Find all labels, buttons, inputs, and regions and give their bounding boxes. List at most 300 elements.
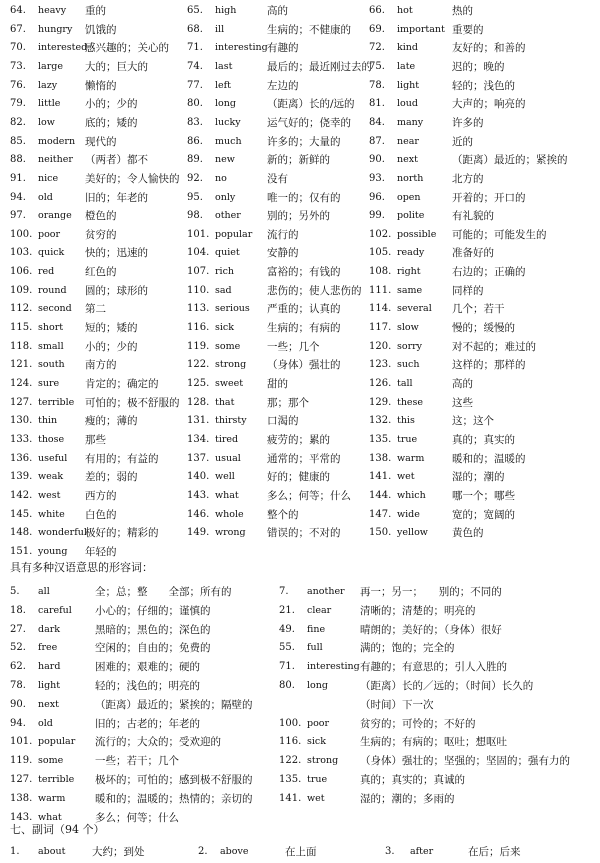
- entry-meaning: 这；这个: [452, 415, 494, 428]
- entry-meaning: 整个的: [267, 508, 299, 521]
- entry-number: 78.: [10, 680, 26, 691]
- entry-number: 121.: [10, 359, 33, 371]
- entry-meaning: 北方的: [452, 172, 484, 185]
- entry-meaning: 热的: [452, 5, 473, 17]
- entry-word: red: [38, 266, 55, 278]
- entry-word: other: [215, 210, 241, 222]
- vocab-row: [0, 677, 600, 695]
- entry-meaning: 南方的: [85, 359, 117, 372]
- entry-word: what: [38, 811, 62, 823]
- entry-meaning: （距离）最近的；紧挨的: [452, 154, 568, 167]
- entry-number: 93.: [369, 172, 385, 184]
- vocab-row: [0, 133, 600, 151]
- entry-number: 138.: [369, 452, 392, 464]
- vocab-row: [0, 431, 600, 449]
- vocab-row: [0, 319, 600, 337]
- entry-number: 99.: [369, 210, 385, 222]
- entry-number: 18.: [10, 604, 26, 616]
- entry-number: 5.: [10, 586, 20, 597]
- vocab-row: [0, 639, 600, 657]
- entry-word: kind: [397, 42, 418, 54]
- entry-meaning: 小的；少的: [85, 340, 138, 353]
- vocab-row: [0, 151, 600, 169]
- entry-word: next: [397, 154, 418, 166]
- entry-number: 116.: [187, 322, 210, 334]
- vocab-row: [0, 524, 600, 542]
- entry-word: poor: [38, 228, 61, 240]
- entry-word: north: [397, 172, 424, 184]
- entry-number: 74.: [187, 60, 203, 72]
- entry-meaning: 大声的；响亮的: [452, 98, 526, 111]
- entry-meaning: （时间）下一次: [360, 698, 434, 711]
- entry-number: 117.: [369, 322, 392, 334]
- entry-word: all: [38, 586, 50, 597]
- entry-meaning: 黄色的: [452, 527, 484, 540]
- vocab-row: [0, 375, 600, 393]
- entry-meaning: 空闲的；自由的；免费的: [95, 642, 211, 655]
- entry-meaning: 暖和的；温暖的: [452, 452, 526, 465]
- vocab-row: [0, 356, 600, 374]
- entry-number: 75.: [369, 60, 385, 72]
- entry-word: low: [38, 116, 55, 128]
- entry-word: lazy: [38, 79, 58, 91]
- entry-meaning: 第二: [85, 303, 106, 316]
- entry-meaning: 最后的；最近刚过去的: [267, 60, 372, 73]
- entry-meaning: 一些；几个: [267, 340, 320, 353]
- entry-word: wet: [397, 471, 415, 483]
- entry-number: 145.: [10, 508, 33, 520]
- vocab-row: [0, 2, 600, 20]
- entry-meaning: 新的；新鲜的: [267, 154, 330, 167]
- entry-number: 125.: [187, 378, 210, 389]
- entry-number: 122.: [279, 755, 302, 767]
- vocab-row: [0, 263, 600, 281]
- entry-meaning: 短的；矮的: [85, 322, 138, 335]
- entry-number: 141.: [279, 792, 302, 804]
- entry-number: 101.: [187, 228, 210, 240]
- entry-meaning: 困难的；艰难的；硬的: [95, 661, 200, 674]
- entry-word: modern: [38, 135, 76, 147]
- entry-number: 129.: [369, 396, 392, 408]
- vocab-row: [0, 602, 600, 620]
- entry-word: these: [397, 396, 424, 408]
- entry-number: 89.: [187, 154, 203, 166]
- entry-word: another: [307, 586, 345, 597]
- entry-word: this: [397, 415, 415, 427]
- entry-number: 123.: [369, 359, 392, 371]
- entry-word: such: [397, 359, 420, 371]
- entry-meaning: 这样的；那样的: [452, 359, 526, 372]
- entry-meaning: 差的；弱的: [85, 471, 138, 484]
- vocab-row: [0, 450, 600, 468]
- entry-meaning: 贫穷的: [85, 228, 117, 241]
- entry-meaning: 现代的: [85, 135, 117, 148]
- entry-meaning: 高的: [267, 5, 288, 17]
- entry-number: 64.: [10, 5, 26, 16]
- entry-number: 128.: [187, 396, 210, 408]
- entry-meaning: 许多的: [452, 116, 484, 129]
- entry-number: 78.: [369, 79, 385, 91]
- entry-number: 134.: [187, 433, 210, 445]
- entry-word: right: [397, 266, 421, 278]
- entry-meaning: 晴朗的；美好的；（身体）很好: [360, 623, 502, 636]
- entry-word: neither: [38, 154, 73, 166]
- entry-meaning: 在上面: [285, 846, 317, 858]
- entry-number: 112.: [10, 303, 33, 315]
- entry-number: 149.: [187, 527, 210, 539]
- entry-word: popular: [215, 228, 253, 240]
- entry-number: 82.: [10, 116, 26, 128]
- vocab-row: [0, 621, 600, 639]
- entry-meaning: 生病的；不健康的: [267, 23, 351, 36]
- entry-word: polite: [397, 210, 425, 222]
- entry-meaning: 友好的；和善的: [452, 42, 526, 55]
- entry-meaning: 小的；少的: [85, 98, 138, 111]
- entry-word: small: [38, 340, 64, 352]
- entry-number: 86.: [187, 135, 203, 147]
- entry-number: 139.: [10, 471, 33, 483]
- entry-word: tired: [215, 433, 239, 445]
- entry-meaning: 旧的；年老的: [85, 191, 148, 204]
- vocab-row: [0, 790, 600, 808]
- entry-meaning: 近的: [452, 135, 473, 148]
- entry-word: little: [38, 98, 61, 110]
- entry-meaning: 橙色的: [85, 210, 117, 223]
- entry-number: 111.: [369, 284, 392, 296]
- entry-number: 103.: [10, 247, 33, 259]
- entry-word: wet: [307, 792, 325, 804]
- entry-number: 135.: [369, 433, 392, 445]
- entry-number: 68.: [187, 23, 203, 35]
- entry-word: old: [38, 191, 53, 203]
- entry-word: loud: [397, 98, 418, 110]
- entry-meaning: 清晰的；清楚的；明亮的: [360, 604, 476, 617]
- entry-meaning: 生病的；有病的: [267, 322, 341, 335]
- entry-meaning: 高的: [452, 378, 473, 390]
- entry-meaning: （距离）最近的；紧挨的；隔壁的: [95, 698, 253, 711]
- entry-meaning: 左边的: [267, 79, 299, 92]
- entry-word: new: [215, 154, 235, 166]
- entry-meaning: 右边的；正确的: [452, 266, 526, 279]
- multi-meaning-heading: 具有多种汉语意思的形容词：: [10, 561, 153, 574]
- entry-meaning: 感兴趣的；关心的: [85, 42, 169, 55]
- entry-meaning: 极好的；精彩的: [85, 527, 159, 540]
- entry-word: interested: [38, 42, 88, 54]
- vocab-row: [0, 244, 600, 262]
- entry-word: warm: [397, 452, 425, 464]
- entry-meaning: 开着的；开口的: [452, 191, 526, 204]
- entry-meaning: （距离）长的／远的；（时间）长久的: [360, 680, 534, 692]
- vocab-row: [0, 77, 600, 95]
- entry-word: fine: [307, 623, 326, 635]
- entry-word: no: [215, 172, 227, 184]
- entry-word: long: [307, 680, 328, 691]
- entry-word: lucky: [215, 116, 241, 128]
- entry-meaning: 严重的；认真的: [267, 303, 341, 316]
- entry-number: 73.: [10, 60, 26, 72]
- entry-word: wrong: [215, 527, 246, 539]
- vocab-row: [0, 95, 600, 113]
- entry-word: hungry: [38, 23, 73, 35]
- entry-meaning: 甜的: [267, 378, 288, 390]
- entry-number: 72.: [369, 42, 385, 54]
- entry-meaning: 大的；巨大的: [85, 60, 148, 73]
- vocab-row: [0, 506, 600, 524]
- entry-word: above: [220, 846, 249, 857]
- entry-word: only: [215, 191, 236, 203]
- entry-number: 109.: [10, 284, 33, 296]
- entry-word: late: [397, 60, 416, 72]
- entry-number: 76.: [10, 79, 26, 91]
- entry-meaning: 运气好的；侥幸的: [267, 116, 351, 129]
- entry-word: much: [215, 135, 242, 147]
- entry-word: that: [215, 396, 235, 408]
- entry-word: what: [215, 489, 239, 501]
- entry-meaning: 有趣的: [267, 42, 299, 55]
- entry-word: light: [397, 79, 420, 91]
- entry-number: 81.: [369, 98, 385, 110]
- entry-number: 119.: [187, 340, 210, 352]
- vocab-row: [0, 21, 600, 39]
- entry-meaning: 可能的；可能发生的: [452, 228, 547, 241]
- entry-meaning: 有用的；有益的: [85, 452, 159, 465]
- vocab-row: [0, 338, 600, 356]
- vocab-row: [0, 733, 600, 751]
- entry-number: 133.: [10, 433, 33, 445]
- entry-word: several: [397, 303, 432, 315]
- vocab-row: [0, 114, 600, 132]
- entry-meaning: 那；那个: [267, 396, 309, 409]
- entry-word: about: [38, 846, 66, 857]
- entry-meaning: 在后；后来: [468, 846, 521, 858]
- entry-number: 110.: [187, 284, 210, 296]
- entry-word: rich: [215, 266, 235, 278]
- entry-word: terrible: [38, 774, 75, 785]
- entry-meaning: 没有: [267, 172, 288, 185]
- entry-number: 102.: [369, 228, 392, 240]
- entry-number: 107.: [187, 266, 210, 278]
- vocab-row: [0, 300, 600, 318]
- entry-number: 1.: [10, 846, 20, 857]
- entry-number: 113.: [187, 303, 210, 315]
- entry-number: 49.: [279, 623, 295, 635]
- entry-meaning: 真的；真实的: [452, 433, 515, 446]
- entry-word: thirsty: [215, 415, 247, 427]
- entry-word: sick: [307, 736, 326, 748]
- entry-meaning: 小心的；仔细的；谨慎的: [95, 604, 211, 617]
- entry-word: free: [38, 642, 58, 654]
- entry-meaning: 那些: [85, 433, 106, 446]
- entry-number: 69.: [369, 23, 385, 35]
- entry-number: 77.: [187, 79, 203, 91]
- entry-meaning: 瘦的；薄的: [85, 415, 138, 428]
- entry-word: possible: [397, 228, 437, 240]
- entry-meaning: 西方的: [85, 489, 117, 502]
- vocab-row: [0, 487, 600, 505]
- entry-meaning: 可怕的；极不舒服的: [85, 396, 180, 409]
- entry-meaning: （身体）强壮的: [267, 359, 341, 372]
- vocab-row: [0, 468, 600, 486]
- entry-word: next: [38, 698, 59, 710]
- entry-word: true: [397, 433, 418, 445]
- entry-meaning: 圆的；球形的: [85, 284, 148, 297]
- entry-meaning: 许多的；大量的: [267, 135, 341, 148]
- entry-meaning: 慢的；缓慢的: [452, 322, 515, 335]
- entry-meaning: 贫穷的；可怜的；不好的: [360, 717, 476, 730]
- entry-number: 85.: [10, 135, 26, 147]
- entry-number: 84.: [369, 116, 385, 128]
- entry-meaning: 生病的；有病的；呕吐；想呕吐: [360, 736, 507, 749]
- entry-meaning: 大约；到处: [92, 846, 145, 858]
- entry-number: 94.: [10, 191, 26, 203]
- entry-meaning: 全；总；整 全部；所有的: [95, 586, 232, 598]
- entry-number: 119.: [10, 755, 33, 767]
- entry-word: interesting: [307, 661, 360, 673]
- entry-meaning: 极坏的；可怕的；感到极不舒服的: [95, 774, 253, 786]
- entry-word: west: [38, 489, 61, 501]
- entry-word: strong: [215, 359, 247, 371]
- entry-meaning: 哪一个；哪些: [452, 489, 515, 502]
- entry-number: 127.: [10, 774, 33, 785]
- entry-word: terrible: [38, 396, 75, 408]
- entry-number: 120.: [369, 340, 392, 352]
- entry-meaning: 几个；若干: [452, 303, 505, 316]
- entry-word: poor: [307, 717, 330, 729]
- entry-meaning: 对不起的；难过的: [452, 340, 536, 353]
- entry-word: ready: [397, 247, 425, 259]
- entry-word: sorry: [397, 340, 423, 352]
- entry-number: 83.: [187, 116, 203, 128]
- entry-word: clear: [307, 604, 332, 616]
- entry-number: 105.: [369, 247, 392, 259]
- entry-word: open: [397, 191, 421, 203]
- entry-number: 71.: [187, 42, 203, 54]
- entry-number: 100.: [279, 717, 302, 729]
- entry-word: light: [38, 680, 61, 691]
- entry-word: quick: [38, 247, 65, 259]
- entry-number: 96.: [369, 191, 385, 203]
- entry-number: 3.: [385, 846, 395, 857]
- entry-meaning: （距离）长的/远的: [267, 98, 355, 111]
- entry-word: second: [38, 303, 72, 315]
- entry-number: 106.: [10, 266, 33, 278]
- entry-word: careful: [38, 604, 72, 616]
- vocab-row: [0, 39, 600, 57]
- entry-number: 95.: [187, 191, 203, 203]
- entry-word: many: [397, 116, 424, 128]
- entry-number: 104.: [187, 247, 210, 259]
- entry-word: popular: [38, 736, 76, 748]
- entry-meaning: 轻的；浅色的；明亮的: [95, 680, 200, 692]
- entry-word: last: [215, 60, 233, 72]
- entry-meaning: 红色的: [85, 266, 117, 279]
- entry-word: warm: [38, 792, 66, 804]
- entry-number: 52.: [10, 642, 26, 654]
- entry-word: orange: [38, 210, 72, 222]
- vocab-row: [0, 282, 600, 300]
- entry-meaning: 轻的；浅色的: [452, 79, 515, 92]
- entry-meaning: 肯定的；确定的: [85, 378, 159, 390]
- vocab-row: [0, 226, 600, 244]
- entry-meaning: 迟的；晚的: [452, 60, 505, 73]
- entry-meaning: 旧的；古老的；年老的: [95, 717, 200, 730]
- vocab-row: [0, 170, 600, 188]
- entry-number: 115.: [10, 322, 33, 334]
- entry-number: 108.: [369, 266, 392, 278]
- entry-meaning: 疲劳的；累的: [267, 433, 330, 446]
- entry-number: 114.: [369, 303, 392, 315]
- entry-meaning: 多么；何等；什么: [95, 811, 179, 824]
- entry-number: 87.: [369, 135, 385, 147]
- vocab-row: [0, 715, 600, 733]
- entry-number: 148.: [10, 527, 33, 539]
- entry-number: 122.: [187, 359, 210, 371]
- entry-number: 71.: [279, 661, 295, 673]
- entry-word: sad: [215, 284, 232, 296]
- entry-word: wide: [397, 508, 420, 520]
- vocab-row: [0, 207, 600, 225]
- entry-number: 127.: [10, 396, 33, 408]
- vocab-row: [0, 696, 600, 714]
- entry-meaning: 流行的: [267, 228, 299, 241]
- entry-word: whole: [215, 508, 244, 520]
- entry-word: strong: [307, 755, 339, 767]
- entry-number: 92.: [187, 172, 203, 184]
- entry-word: sure: [38, 378, 60, 389]
- entry-word: same: [397, 284, 423, 296]
- entry-word: heavy: [38, 5, 67, 16]
- entry-word: wonderful: [38, 527, 87, 539]
- entry-meaning: 黑暗的；黑色的；深色的: [95, 623, 211, 636]
- entry-meaning: 流行的；大众的；受欢迎的: [95, 736, 221, 749]
- entry-number: 98.: [187, 210, 203, 222]
- entry-meaning: 再一；另一； 别的；不同的: [360, 586, 502, 598]
- entry-meaning: 湿的；潮的；多雨的: [360, 792, 455, 805]
- entry-meaning: 暖和的；温暖的；热情的；亲切的: [95, 792, 253, 805]
- entry-number: 91.: [10, 172, 26, 184]
- entry-word: true: [307, 774, 328, 785]
- entry-number: 101.: [10, 736, 33, 748]
- vocab-row: [0, 394, 600, 412]
- entry-word: serious: [215, 303, 250, 315]
- entry-word: tall: [397, 378, 413, 389]
- entry-meaning: 真的；真实的；真诚的: [360, 774, 465, 786]
- entry-word: slow: [397, 322, 419, 334]
- entry-number: 147.: [369, 508, 392, 520]
- entry-meaning: 安静的: [267, 247, 299, 260]
- entry-word: hard: [38, 661, 61, 673]
- entry-number: 124.: [10, 378, 33, 389]
- entry-word: which: [397, 489, 426, 501]
- entry-number: 70.: [10, 42, 26, 54]
- entry-word: near: [397, 135, 419, 147]
- entry-word: white: [38, 508, 65, 520]
- entry-meaning: 有趣的；有意思的；引人入胜的: [360, 661, 507, 674]
- entry-word: large: [38, 60, 63, 72]
- entry-number: 80.: [279, 680, 295, 691]
- adverb-heading: 七、副词（94 个）: [10, 823, 105, 836]
- entry-word: full: [307, 642, 323, 654]
- entry-meaning: 好的；健康的: [267, 471, 330, 484]
- vocab-row: [0, 412, 600, 430]
- entry-number: 80.: [187, 98, 203, 110]
- vocab-row: [0, 58, 600, 76]
- entry-number: 144.: [369, 489, 392, 501]
- entry-word: thin: [38, 415, 58, 427]
- entry-number: 142.: [10, 489, 33, 501]
- entry-meaning: 别的；另外的: [267, 210, 330, 223]
- entry-meaning: 年轻的: [85, 545, 117, 558]
